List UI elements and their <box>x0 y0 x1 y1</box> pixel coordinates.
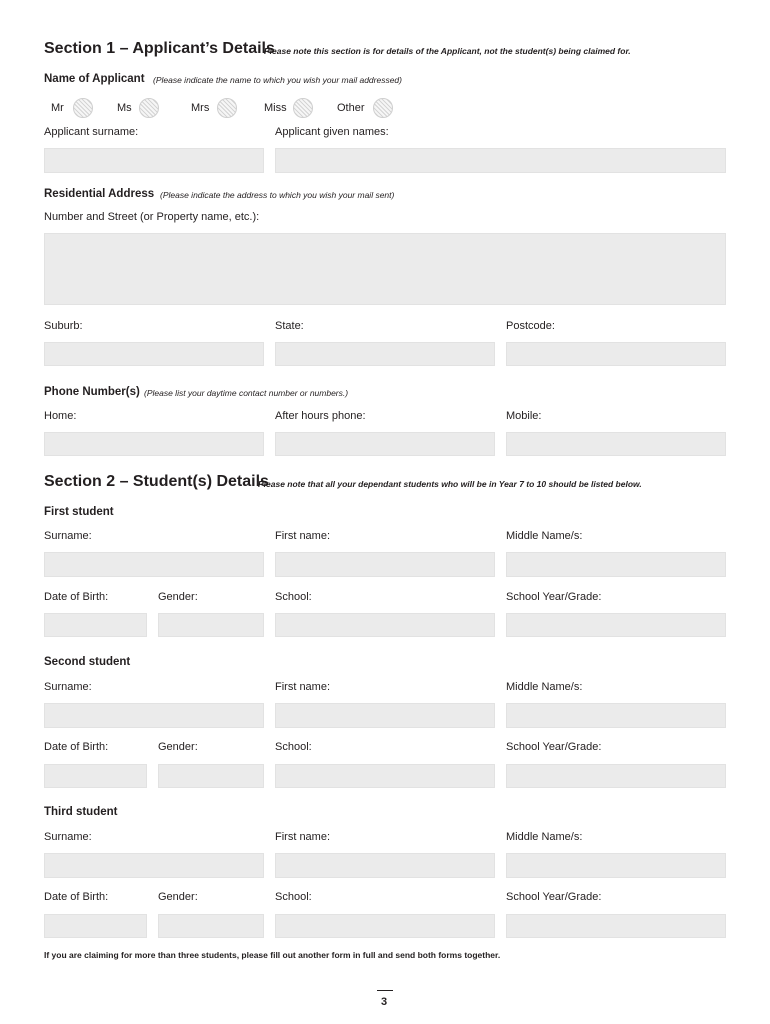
student-2-year-label: School Year/Grade: <box>506 741 602 753</box>
second-student-heading: Second student <box>44 656 131 668</box>
title-other-label: Other <box>337 102 365 114</box>
additional-students-note: If you are claiming for more than three students, please fill out another form in full and send both forms together. <box>44 950 501 960</box>
student-2-middle-name-field[interactable] <box>506 703 726 728</box>
student-2-gender-label: Gender: <box>158 741 198 753</box>
title-mr-label: Mr <box>51 102 64 114</box>
state-field[interactable] <box>275 342 495 366</box>
suburb-field[interactable] <box>44 342 264 366</box>
applicant-surname-field[interactable] <box>44 148 264 173</box>
phone-numbers-note: (Please list your daytime contact number or numbers.) <box>144 388 349 398</box>
student-2-dob-label: Date of Birth: <box>44 741 109 753</box>
name-of-applicant-heading: Name of Applicant <box>44 73 145 85</box>
student-1-year-field[interactable] <box>506 613 726 637</box>
third-student-heading: Third student <box>44 806 118 818</box>
student-2-surname-field[interactable] <box>44 703 264 728</box>
student-1-middle-name-label: Middle Name/s: <box>506 530 583 542</box>
section-1-title: Section 1 – Applicant’s Details <box>44 40 275 57</box>
student-3-middle-name-label: Middle Name/s: <box>506 831 583 843</box>
student-1-surname-field[interactable] <box>44 552 264 577</box>
title-mr-radio[interactable] <box>73 98 93 118</box>
section-2-title: Section 2 – Student(s) Details <box>44 473 269 490</box>
student-2-surname-label: Surname: <box>44 681 92 693</box>
student-1-surname-label: Surname: <box>44 530 92 542</box>
student-1-dob-label: Date of Birth: <box>44 591 109 603</box>
mobile-phone-field[interactable] <box>506 432 726 456</box>
student-3-year-field[interactable] <box>506 914 726 938</box>
student-3-first-name-label: First name: <box>275 831 331 843</box>
student-2-first-name-label: First name: <box>275 681 331 693</box>
section-1-note: Please note this section is for details of the Applicant, not the student(s) being claimed for. <box>264 46 631 56</box>
student-2-gender-field[interactable] <box>158 764 264 788</box>
student-1-middle-name-field[interactable] <box>506 552 726 577</box>
title-miss-radio[interactable] <box>293 98 313 118</box>
applicant-given-names-label: Applicant given names: <box>275 126 389 138</box>
student-1-first-name-label: First name: <box>275 530 331 542</box>
mobile-phone-label: Mobile: <box>506 410 542 422</box>
student-1-gender-field[interactable] <box>158 613 264 637</box>
student-1-school-field[interactable] <box>275 613 495 637</box>
name-of-applicant-note: (Please indicate the name to which you wish your mail addressed) <box>153 75 402 85</box>
postcode-label: Postcode: <box>506 320 555 332</box>
title-miss-label: Miss <box>264 102 287 114</box>
student-2-dob-field[interactable] <box>44 764 147 788</box>
section-2-note: Please note that all your dependant students who will be in Year 7 to 10 should be listed below. <box>258 479 642 489</box>
student-3-dob-field[interactable] <box>44 914 147 938</box>
student-3-middle-name-field[interactable] <box>506 853 726 878</box>
page-number-rule <box>377 990 393 991</box>
title-mrs-radio[interactable] <box>217 98 237 118</box>
student-3-gender-label: Gender: <box>158 891 198 903</box>
student-3-first-name-field[interactable] <box>275 853 495 878</box>
home-phone-field[interactable] <box>44 432 264 456</box>
home-phone-label: Home: <box>44 410 77 422</box>
student-3-surname-field[interactable] <box>44 853 264 878</box>
postcode-field[interactable] <box>506 342 726 366</box>
student-2-middle-name-label: Middle Name/s: <box>506 681 583 693</box>
applicant-surname-label: Applicant surname: <box>44 126 139 138</box>
title-mrs-label: Mrs <box>191 102 210 114</box>
student-1-first-name-field[interactable] <box>275 552 495 577</box>
applicant-given-names-field[interactable] <box>275 148 726 173</box>
student-2-year-field[interactable] <box>506 764 726 788</box>
residential-address-heading: Residential Address <box>44 188 155 200</box>
student-1-school-label: School: <box>275 591 312 603</box>
residential-address-note: (Please indicate the address to which you wish your mail sent) <box>160 190 395 200</box>
suburb-label: Suburb: <box>44 320 83 332</box>
student-3-school-field[interactable] <box>275 914 495 938</box>
student-1-gender-label: Gender: <box>158 591 198 603</box>
student-3-gender-field[interactable] <box>158 914 264 938</box>
student-3-surname-label: Surname: <box>44 831 92 843</box>
first-student-heading: First student <box>44 506 114 518</box>
student-3-school-label: School: <box>275 891 312 903</box>
phone-numbers-heading: Phone Number(s) <box>44 386 140 398</box>
title-other-radio[interactable] <box>373 98 393 118</box>
state-label: State: <box>275 320 304 332</box>
student-1-dob-field[interactable] <box>44 613 147 637</box>
student-2-first-name-field[interactable] <box>275 703 495 728</box>
student-1-year-label: School Year/Grade: <box>506 591 602 603</box>
student-3-dob-label: Date of Birth: <box>44 891 109 903</box>
street-field[interactable] <box>44 233 726 305</box>
title-ms-radio[interactable] <box>139 98 159 118</box>
after-hours-phone-field[interactable] <box>275 432 495 456</box>
page-number: 3 <box>381 996 388 1008</box>
street-label: Number and Street (or Property name, etc.): <box>44 211 260 223</box>
student-2-school-field[interactable] <box>275 764 495 788</box>
student-3-year-label: School Year/Grade: <box>506 891 602 903</box>
title-ms-label: Ms <box>117 102 132 114</box>
after-hours-phone-label: After hours phone: <box>275 410 366 422</box>
student-2-school-label: School: <box>275 741 312 753</box>
